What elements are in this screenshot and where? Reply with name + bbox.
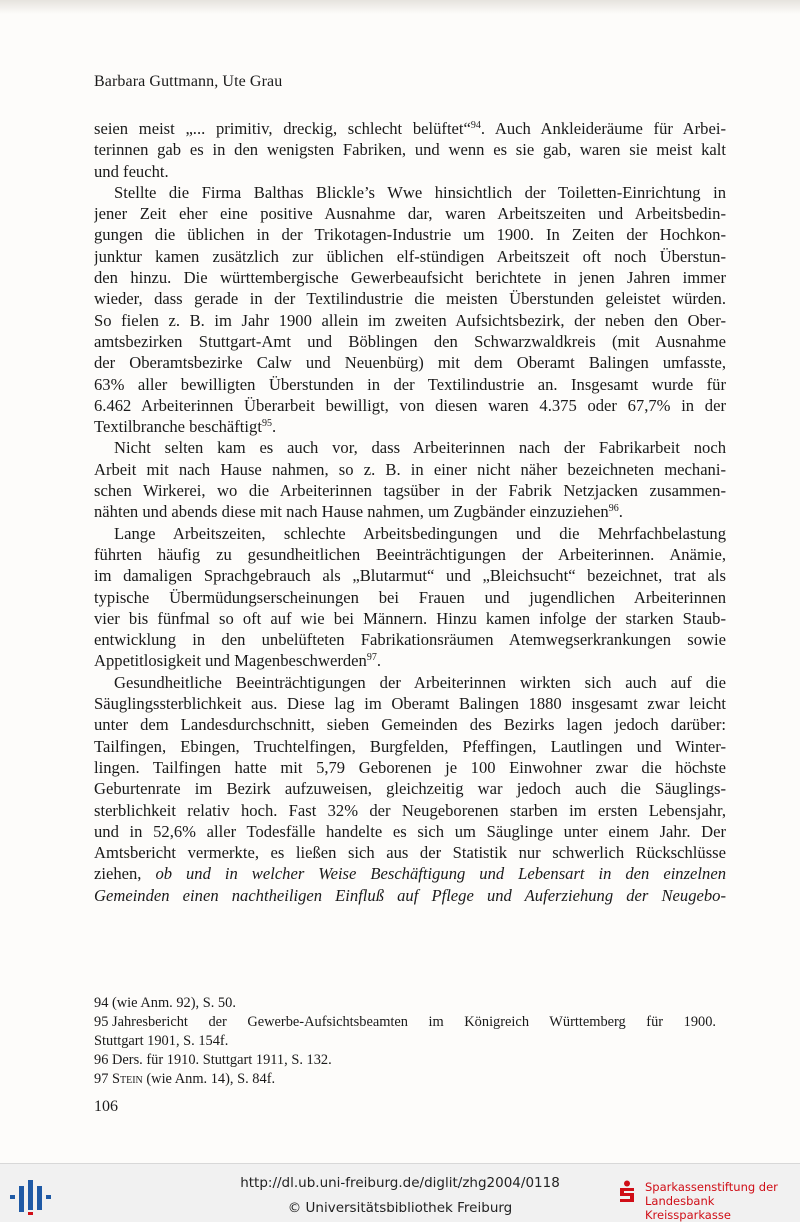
body-text xyxy=(94,118,726,906)
copyright-notice: © Universitätsbibliothek Freiburg xyxy=(287,1200,513,1216)
quoted-italic: ob und in welcher Weise Beschäftigung und Lebensart in den einzelnen xyxy=(155,864,726,884)
text-line: vier bis fünfmal so oft auf wie bei Männern. Hinzu kamen infolge der starken Staub- xyxy=(94,608,726,628)
text-line xyxy=(94,885,726,906)
permalink-url[interactable]: http://dl.ub.uni-freiburg.de/diglit/zhg2004/0118 xyxy=(240,1175,560,1191)
text-line: nähten und abends diese mit nach Hause nahmen, um Zugbänder einzuziehen$^{96}$. xyxy=(94,502,623,522)
text-line: Gesundheitliche Beeinträchtigungen der Arbeiterinnen wirkten sich auch auf die xyxy=(114,672,726,692)
footnote-ref: 94 xyxy=(470,120,481,131)
text-line: Arbeit mit nach Hause nahmen, so z. B. in einer nicht näher bezeichneten mechani- xyxy=(94,459,726,479)
text-line: terinnen gab es in den wenigsten Fabriken, und wenn es sie gab, waren sie meist kalt xyxy=(94,140,726,160)
sparkasse-logo-icon xyxy=(617,1180,637,1204)
text-line: typische Übermüdungserscheinungen bei Frauen und jugendlichen Arbeiterinnen xyxy=(94,587,726,607)
footnote-95: 95 Jahresbericht der Gewerbe-Aufsichtsbeamten im Königreich Württemberg für 1900. Stuttgart 1901, S. 154f. xyxy=(94,1014,716,1049)
text-line: und feucht. xyxy=(94,161,169,181)
text-line: jener Zeit eher eine positive Ausnahme dar, waren Arbeitszeiten und Arbeitsbedin- xyxy=(94,204,726,224)
footnotes xyxy=(94,994,726,1089)
text-line: schen Wirkerei, wo die Arbeiterinnen tagsüber in der Fabrik Netzjacken zusammen- xyxy=(94,481,726,501)
text-line: amtsbezirken Stuttgart-Amt und Böblingen den Schwarzwaldkreis (mit Ausnahme xyxy=(94,331,726,351)
text-line: Säuglingssterblichkeit aus. Diese lag im Oberamt Balingen 1880 insgesamt zwar leicht xyxy=(94,694,726,714)
footnote-97: 97 Stein (wie Anm. 14), S. 84f. xyxy=(94,1071,276,1087)
footnote-96: 96 Ders. für 1910. Stuttgart 1911, S. 132. xyxy=(94,1052,332,1068)
text-line: Appetitlosigkeit und Magenbeschwerden$^{97}$. xyxy=(94,651,381,671)
text-line: Nicht selten kam es auch vor, dass Arbeiterinnen nach der Fabrikarbeit noch xyxy=(114,438,726,458)
text-line: sterblichkeit relativ hoch. Fast 32% der Neugeborenen starben im ersten Lebensjahr, xyxy=(94,800,726,820)
text-line: Stellte die Firma Balthas Blickle’s Wwe hinsichtlich der Toiletten-Einrichtung in xyxy=(114,182,726,202)
page-number: 106 xyxy=(94,1098,118,1115)
text-line: im damaligen Sprachgebrauch als „Blutarmut“ und „Bleichsucht“ bezeichnet, trat als xyxy=(94,566,726,586)
text-line: Amtsbericht vermerkte, es ließen sich aus der Statistik nur schwerlich Rückschlüsse xyxy=(94,843,726,863)
text-line: Tailfingen, Ebingen, Truchtelfingen, Burgfelden, Pfeffingen, Lautlingen und Winter- xyxy=(94,736,726,756)
text-line: der Oberamtsbezirke Calw und Neuenbürg) mit dem Oberamt Balingen umfasste, xyxy=(94,353,726,373)
text-line: seien meist „... primitiv, dreckig, schlecht belüftet“$^{94}$. Auch Ankleideräume für Arbei- xyxy=(94,119,726,138)
footnote-94: 94 (wie Anm. 92), S. 50. xyxy=(94,995,236,1011)
text-line: gungen die üblichen in der Trikotagen-Industrie um 1900. In Zeiten der Hochkon- xyxy=(94,225,726,245)
text-line: So fielen z. B. im Jahr 1900 allein im zweiten Aufsichtsbezirk, der neben den Ober- xyxy=(94,310,726,330)
text-line: ziehen, ob und in welcher Weise Beschäftigung und Lebensart in den einzelnen xyxy=(94,864,726,884)
text-line: Geburtenrate im Bezirk aufzuweisen, gleichzeitig war jedoch auch die Säuglings- xyxy=(94,779,726,799)
text-line: entwicklung in den unbelüfteten Fabrikationsräumen Atemwegserkrankungen sowie xyxy=(94,630,726,650)
footnote-ref: 96 xyxy=(608,503,619,515)
sponsor-text: Sparkassenstiftung der Landesbank Kreissparkasse xyxy=(645,1180,778,1222)
text-line: 6.462 Arbeiterinnen Überarbeit bewilligt, von diesen waren 4.375 oder 67,7% in der xyxy=(94,395,726,415)
footnote-ref: 95 xyxy=(261,418,272,430)
quoted-italic: Gemeinden einen nachtheiligen Einfluß auf Pflege und Auferziehung der Neugebo- xyxy=(94,885,726,905)
running-head-authors: Barbara Guttmann, Ute Grau xyxy=(94,73,283,90)
text-line: junktur kamen zusätzlich zur üblichen elf-stündigen Arbeitszeit oft noch Überstun- xyxy=(94,246,726,266)
scan-edge-shade xyxy=(0,0,800,14)
text-line: Lange Arbeitszeiten, schlechte Arbeitsbedingungen und die Mehrfachbelastung xyxy=(114,523,726,543)
text-line: den hinzu. Die württembergische Gewerbeaufsicht berichtete in jenen Jahren immer xyxy=(94,268,726,288)
viewer-footer xyxy=(0,1163,800,1222)
text-line: Textilbranche beschäftigt$^{95}$. xyxy=(94,417,277,437)
footnote-ref: 97 xyxy=(366,652,377,664)
text-line: und in 52,6% aller Todesfälle handelte es sich um Säuglinge unter einem Jahr. Der xyxy=(94,821,726,841)
text-line: unter dem Landesdurchschnitt, sieben Gemeinden des Bezirks lagen jedoch darüber: xyxy=(94,715,726,735)
text-line: lingen. Tailfingen hatte mit 5,79 Geborenen je 100 Einwohner zwar die höchste xyxy=(94,757,726,777)
text-line: wieder, dass gerade in der Textilindustrie die meisten Überstunden geleistet würden. xyxy=(94,289,726,309)
text-line: 63% aller bewilligten Überstunden in der Textilindustrie an. Insgesamt wurde für xyxy=(94,374,726,394)
text-line: führten häufig zu gesundheitlichen Beeinträchtigungen der Arbeiterinnen. Anämie, xyxy=(94,544,726,564)
